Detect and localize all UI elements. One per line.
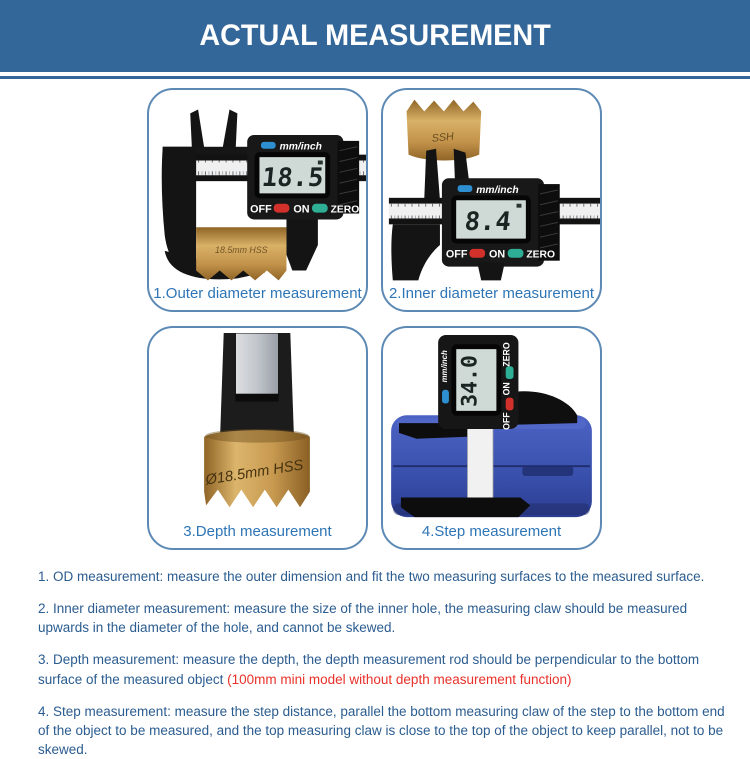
- unit-toggle-label: mm/inch: [476, 184, 519, 196]
- caliper-display: [442, 178, 560, 266]
- off-button: [274, 204, 290, 213]
- off-label: OFF: [250, 203, 272, 216]
- unit-toggle-button: [261, 142, 276, 149]
- instruction-inner: [38, 599, 730, 637]
- on-label: ON: [501, 382, 512, 396]
- instruction-step: [38, 702, 730, 759]
- caliper-display: [438, 335, 518, 430]
- panel-inner-diameter: [381, 88, 602, 312]
- unit-toggle-button: [458, 185, 473, 192]
- outer-diameter-illustration: [149, 95, 366, 283]
- zero-label: ZERO: [526, 249, 555, 261]
- page-title: ACTUAL MEASUREMENT: [199, 19, 551, 52]
- instruction-list: [38, 567, 730, 759]
- depth-illustration: [149, 333, 366, 521]
- inner-diameter-illustration: [383, 95, 600, 283]
- off-button: [469, 249, 485, 258]
- depth-rod: [235, 333, 278, 402]
- zero-button: [506, 366, 514, 379]
- panel-outer-diameter: [147, 88, 368, 312]
- instruction-od: [38, 567, 730, 586]
- instruction-depth-text: 3. Depth measurement: measure the depth, the depth measurement rod should be perpendicular to the bottom surface of the measured object: [38, 652, 700, 687]
- panel-caption: 3.Depth measurement: [183, 523, 332, 540]
- panel-depth: [147, 326, 368, 550]
- unit-toggle-label: mm/inch: [439, 350, 449, 383]
- hole-saw-bit: [203, 429, 309, 507]
- panel-caption: 1.Outer diameter measurement: [153, 285, 362, 302]
- unit-toggle-button: [442, 390, 449, 404]
- zero-button: [312, 204, 328, 213]
- lcd-value: 8.4: [463, 207, 513, 238]
- step-illustration: [383, 333, 600, 521]
- instruction-inner-text: 2. Inner diameter measurement: measure the size of the inner hole, the measuring claw should be measured upwards in the diameter of the hole, and cannot be skewed.: [38, 601, 688, 636]
- caliper-sliding-jaw: [286, 219, 317, 270]
- lcd-value: 18.5: [260, 163, 326, 194]
- bit-marking: SSH: [431, 130, 455, 145]
- zero-label: ZERO: [501, 342, 512, 367]
- off-label: OFF: [501, 412, 512, 430]
- bit-marking: 18.5mm HSS: [215, 244, 268, 255]
- instruction-depth-warning: (100mm mini model without depth measurement function): [227, 671, 572, 687]
- instruction-step-text: 4. Step measurement: measure the step distance, parallel the bottom measuring claw of the step to the bottom end of the object to be measured, and the top measuring claw is close to the top of the object to keep parallel, not to be skewed.: [38, 703, 725, 758]
- hole-saw-bit: [407, 100, 482, 161]
- unit-toggle-label: mm/inch: [279, 141, 322, 153]
- header-divider-line: [0, 76, 750, 79]
- caliper-display: [247, 135, 359, 219]
- measurement-panel-grid: [147, 88, 603, 550]
- on-label: ON: [489, 248, 506, 261]
- lcd-value: 34.0: [457, 355, 483, 407]
- panel-caption: 2.Inner diameter measurement: [388, 285, 595, 302]
- instruction-od-text: 1. OD measurement: measure the outer dimension and fit the two measuring surfaces to the measured surface.: [38, 569, 705, 584]
- header-banner: [0, 0, 750, 72]
- on-label: ON: [293, 203, 310, 216]
- zero-label: ZERO: [330, 204, 360, 216]
- panel-caption: 4.Step measurement: [421, 523, 562, 540]
- zero-button: [508, 249, 524, 258]
- caliper-lower-claw: [401, 498, 530, 518]
- panel-step: [381, 326, 602, 550]
- instruction-depth: [38, 650, 730, 688]
- bit-marking: Ø18.5mm HSS: [204, 457, 305, 489]
- off-label: OFF: [445, 248, 468, 261]
- off-button: [506, 398, 514, 411]
